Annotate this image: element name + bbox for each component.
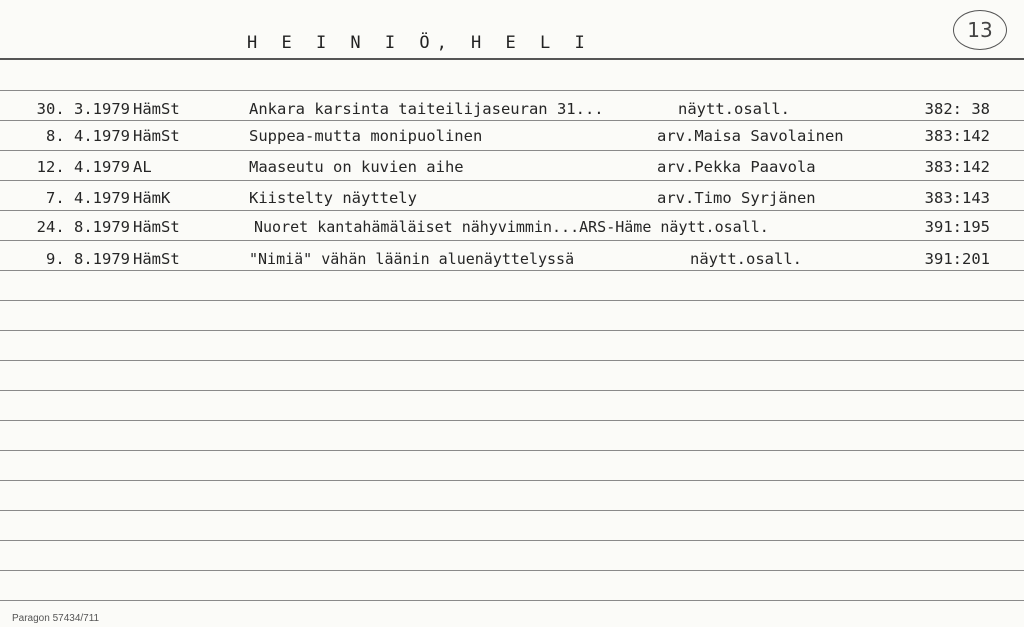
rule-line — [0, 570, 1024, 571]
entry-title: Maaseutu on kuvien aihe — [249, 158, 464, 176]
entry-ref: 383:143 — [924, 189, 990, 207]
entry-row — [0, 186, 1024, 210]
entry-row — [0, 247, 1024, 271]
entry-date: 12. 4.1979 — [36, 158, 130, 176]
entry-ref: 391:195 — [924, 218, 990, 236]
entry-role: arv.Maisa Savolainen — [657, 127, 844, 145]
entry-role: näytt.osall. — [690, 250, 802, 268]
rule-line — [0, 150, 1024, 151]
header-rule — [0, 58, 1024, 60]
card-footer: Paragon 57434/711 — [12, 613, 100, 624]
rule-line — [0, 450, 1024, 451]
entry-role: näytt.osall. — [678, 100, 790, 118]
rule-line — [0, 540, 1024, 541]
rule-line — [0, 390, 1024, 391]
entry-ref: 382: 38 — [924, 100, 990, 118]
entry-row — [0, 215, 1024, 239]
entry-source: HämSt — [133, 250, 180, 268]
entry-row — [0, 155, 1024, 179]
entry-role: arv.Pekka Paavola — [657, 158, 816, 176]
rule-line — [0, 300, 1024, 301]
entry-source: AL — [133, 158, 152, 176]
entry-row — [0, 97, 1024, 121]
entry-title: Ankara karsinta taiteilijaseuran 31... — [249, 100, 604, 118]
card-number: 13 — [967, 18, 993, 42]
entry-source: HämSt — [133, 100, 180, 118]
entry-ref: 391:201 — [924, 250, 990, 268]
entry-date: 24. 8.1979 — [36, 218, 130, 236]
card-number-circle — [953, 10, 1007, 50]
entry-source: HämSt — [133, 218, 180, 236]
entry-source: HämK — [133, 189, 171, 207]
rule-line — [0, 600, 1024, 601]
rule-line — [0, 360, 1024, 361]
rule-line — [0, 240, 1024, 241]
rule-line — [0, 180, 1024, 181]
entry-ref: 383:142 — [924, 158, 990, 176]
entry-date: 30. 3.1979 — [36, 100, 130, 118]
rule-line — [0, 510, 1024, 511]
entry-source: HämSt — [133, 127, 180, 145]
entry-date: 9. 8.1979 — [46, 250, 130, 268]
entry-title: Kiistelty näyttely — [249, 189, 417, 207]
entry-title: Nuoret kantahämäläiset nähyvimmin...ARS-Häme näytt.osall. — [254, 218, 769, 236]
rule-line — [0, 420, 1024, 421]
rule-line — [0, 90, 1024, 91]
entry-date: 7. 4.1979 — [46, 189, 130, 207]
entry-title: "Nimiä" vähän läänin aluenäyttelyssä — [249, 250, 575, 268]
card-title: H E I N I Ö, H E L I — [247, 33, 592, 53]
entry-role: arv.Timo Syrjänen — [657, 189, 816, 207]
entry-ref: 383:142 — [924, 127, 990, 145]
entry-row — [0, 124, 1024, 148]
entry-title: Suppea-mutta monipuolinen — [249, 127, 483, 145]
rule-line — [0, 480, 1024, 481]
entry-date: 8. 4.1979 — [46, 127, 130, 145]
rule-line — [0, 210, 1024, 211]
rule-line — [0, 330, 1024, 331]
